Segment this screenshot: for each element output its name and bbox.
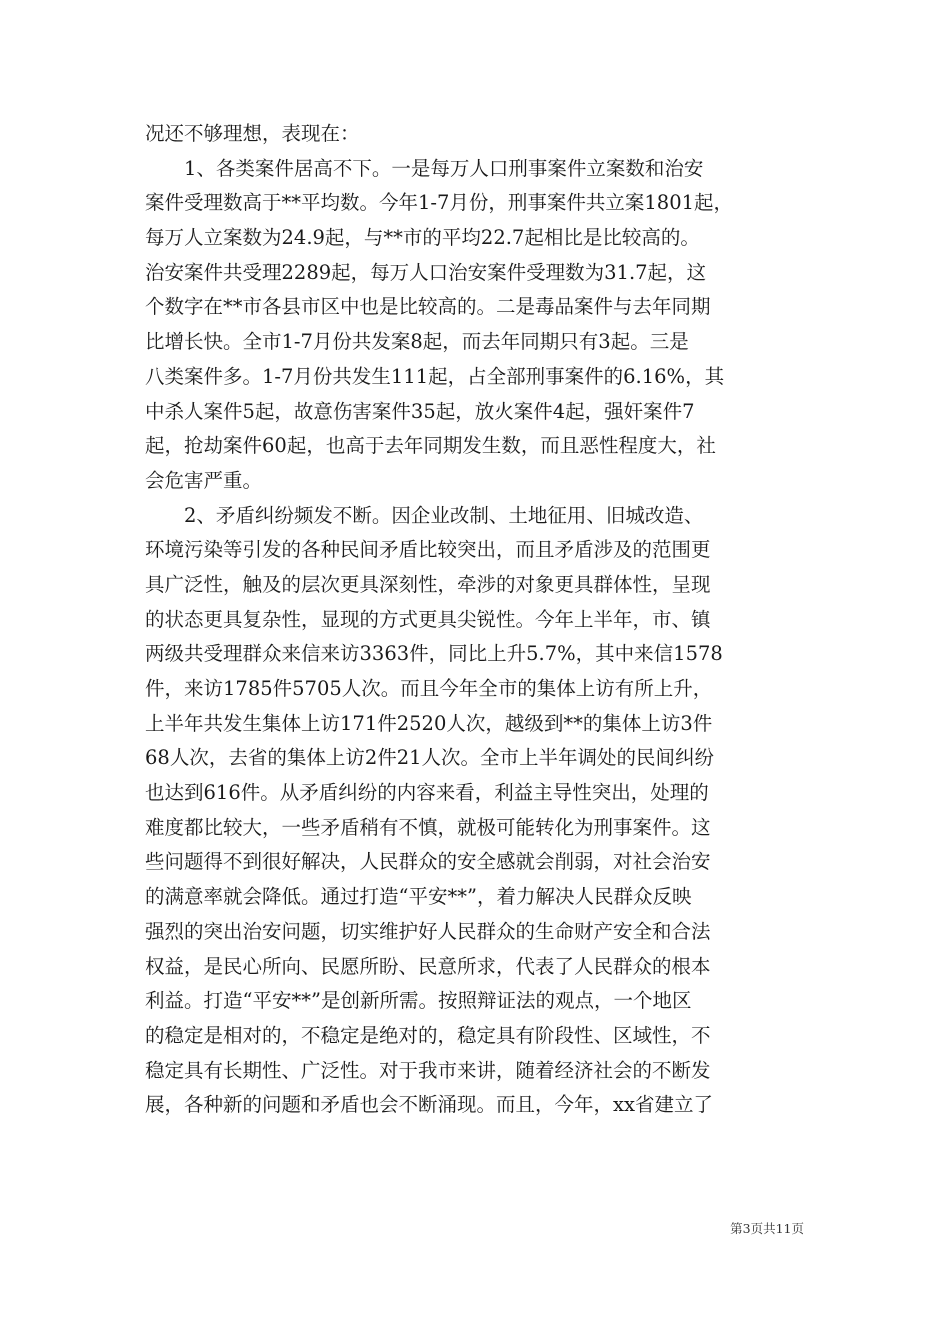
text-line: 起，抢劫案件60起，也高于去年同期发生数，而且恶性程度大，社 [145,434,716,458]
text-line: 68人次，去省的集体上访2件21人次。全市上半年调处的民间纠纷 [145,746,715,770]
text-line: 的满意率就会降低。通过打造“平安**”，着力解决人民群众反映 [145,885,692,909]
text-line: 会危害严重。 [145,468,263,492]
text-line: 稳定具有长期性、广泛性。对于我市来讲，随着经济社会的不断发 [145,1058,711,1082]
text-line: 1、各类案件居高不下。一是每万人口刑事案件立案数和治安 [145,156,704,180]
text-line: 比增长快。全市1-7月份共发案8起，而去年同期只有3起。三是 [145,330,689,354]
text-line: 案件受理数高于**平均数。今年1-7月份，刑事案件共立案1801起， [145,191,734,215]
text-line: 难度都比较大，一些矛盾稍有不慎，就极可能转化为刑事案件。这 [145,815,711,839]
text-line: 的稳定是相对的，不稳定是绝对的，稳定具有阶段性、区域性，不 [145,1023,711,1047]
text-line: 2、矛盾纠纷频发不断。因企业改制、土地征用、旧城改造、 [145,503,704,527]
text-line: 的状态更具复杂性，显现的方式更具尖锐性。今年上半年，市、镇 [145,607,711,631]
text-line: 权益，是民心所向、民愿所盼、民意所求，代表了人民群众的根本 [145,954,711,978]
text-line: 八类案件多。1-7月份共发生111起，占全部刑事案件的6.16%，其 [145,364,725,388]
text-line: 些问题得不到很好解决，人民群众的安全感就会削弱，对社会治安 [145,850,711,874]
text-line: 况还不够理想，表现在： [145,122,360,145]
text-line: 两级共受理群众来信来访3363件，同比上升5.7%，其中来信1578 [145,642,723,666]
text-line: 个数字在**市各县市区中也是比较高的。二是毒品案件与去年同期 [145,295,711,319]
page-number-footer: 第3页共11页 [730,1221,804,1236]
text-line: 利益。打造“平安**”是创新所需。按照辩证法的观点，一个地区 [145,989,692,1013]
text-line: 每万人立案数为24.9起，与**市的平均22.7起相比是比较高的。 [145,226,700,250]
text-line: 上半年共发生集体上访171件2520人次，越级到**的集体上访3件 [145,711,713,735]
text-line: 件，来访1785件5705人次。而且今年全市的集体上访有所上升， [145,677,713,700]
text-line: 强烈的突出治安问题，切实维护好人民群众的生命财产安全和合法 [145,919,711,943]
text-line: 展，各种新的问题和矛盾也会不断涌现。而且，今年，xx省建立了 [145,1093,713,1117]
document-body [145,117,805,1123]
text-line: 环境污染等引发的各种民间矛盾比较突出，而且矛盾涉及的范围更 [145,538,711,562]
text-line: 也达到616件。从矛盾纠纷的内容来看，利益主导性突出，处理的 [145,781,709,805]
text-line: 治安案件共受理2289起，每万人口治安案件受理数为31.7起，这 [145,260,707,284]
text-line: 中杀人案件5起，故意伤害案件35起，放火案件4起，强奸案件7 [145,399,695,423]
text-line: 具广泛性，触及的层次更具深刻性，牵涉的对象更具群体性，呈现 [145,572,711,596]
